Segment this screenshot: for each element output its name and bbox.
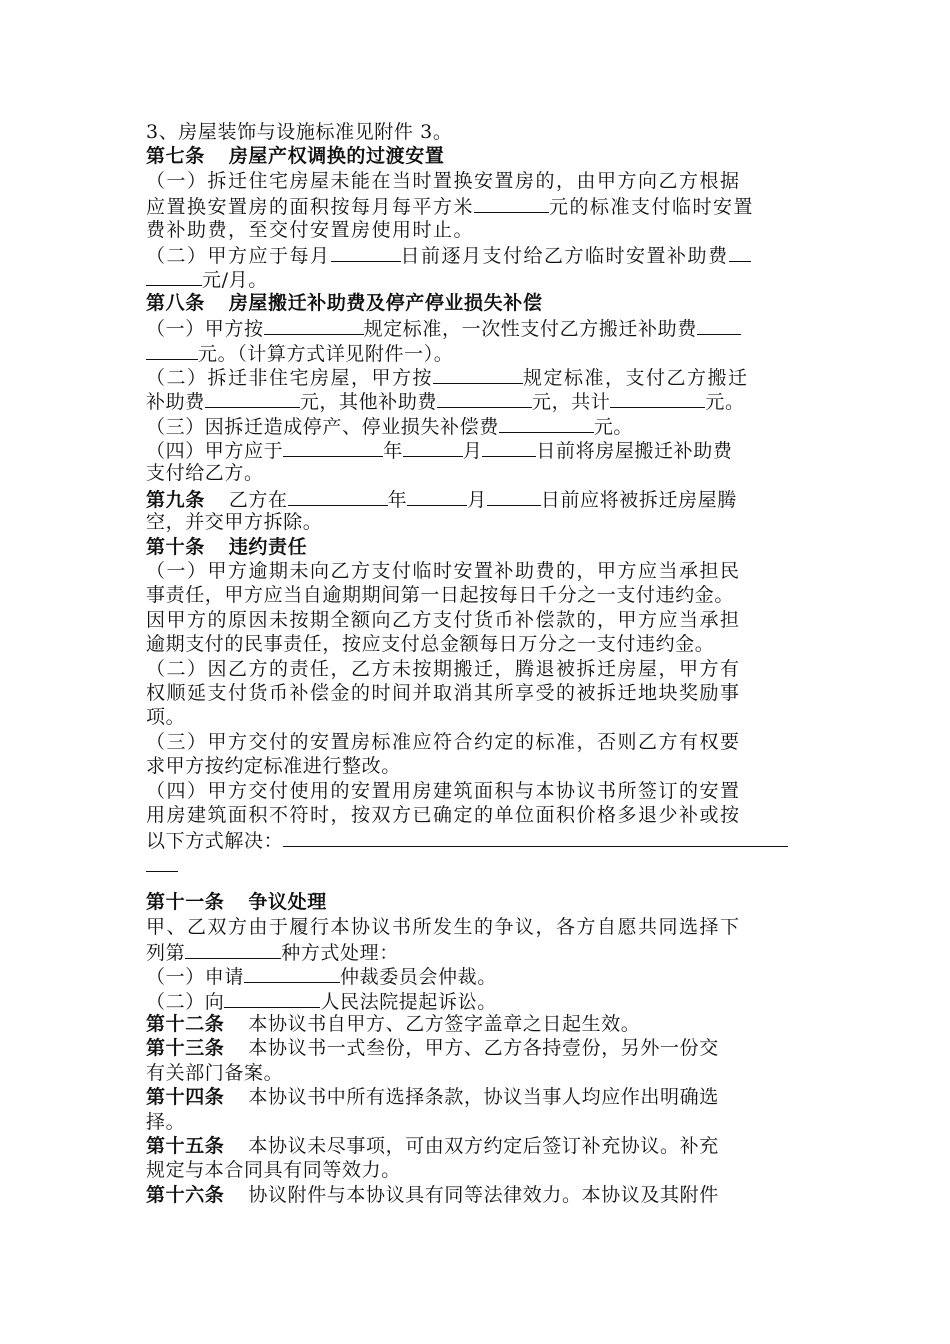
article-10-line	[146, 827, 810, 851]
article-11-line	[146, 963, 810, 987]
blank-field	[146, 852, 178, 872]
text: 本协议书自甲方、乙方签字盖章之日起生效。	[248, 1013, 641, 1036]
text: 日前逐月支付给乙方临时安置补助费	[400, 244, 729, 267]
document-page	[146, 120, 810, 1207]
article-8-title: 房屋搬迁补助费及停产停业损失补偿	[228, 291, 543, 314]
blank-field	[482, 437, 536, 457]
article-10-line: 权顺延支付货币补偿金的时间并取消其所享受的被拆迁地块奖励事	[146, 681, 741, 704]
blank-field	[697, 315, 741, 335]
article-7-p1-line2	[146, 193, 810, 217]
article-16-line1	[146, 1183, 810, 1207]
text: 元/月。	[202, 269, 268, 292]
blank-field	[610, 388, 705, 408]
spacer	[146, 876, 810, 890]
blank-field	[433, 364, 523, 384]
text: 日前应将被拆迁房屋腾	[540, 488, 737, 511]
text: 元，共计	[532, 391, 611, 414]
article-7-p2-line2	[146, 266, 810, 290]
article-14-number: 第十四条	[146, 1086, 225, 1109]
article-8-p4-line2: 支付给乙方。	[146, 462, 264, 485]
article-10-line: （三）甲方交付的安置房标准应符合约定的标准，否则乙方有权要	[146, 730, 741, 753]
blank-field	[437, 388, 532, 408]
text: 本协议书中所有选择条款，协议当事人均应作出明确选	[248, 1086, 719, 1109]
article-12-number: 第十二条	[146, 1013, 225, 1036]
blank-field	[283, 827, 788, 847]
text: 元的标准支付临时安置	[549, 196, 755, 219]
article-8-p1-line1	[146, 315, 810, 339]
article-7-p1-line3: 费补助费，至交付安置房使用时止。	[146, 218, 475, 241]
text: 年	[383, 440, 403, 463]
text: 补助费	[146, 391, 205, 414]
blank-field	[224, 988, 320, 1008]
article-8-p2-line1	[146, 364, 810, 388]
article-10-line: 逾期支付的民事责任，按应支付总金额每日万分之一支付违约金。	[146, 633, 715, 656]
text: 应置换安置房的面积按每月每平方米	[146, 196, 475, 219]
article-10-line: （一）甲方逾期未向乙方支付临时安置补助费的，甲方应当承担民	[146, 560, 741, 583]
text: 规定标准，支付乙方搬迁	[523, 366, 749, 389]
text: 协议附件与本协议具有同等法律效力。本协议及其附件	[248, 1183, 719, 1206]
blank-field	[205, 388, 300, 408]
text: 人民法院提起诉讼。	[320, 990, 497, 1013]
article-16-number: 第十六条	[146, 1183, 225, 1206]
text: 元，其他补助费	[299, 391, 438, 414]
article-10-heading	[146, 535, 810, 559]
article-11-line	[146, 939, 810, 963]
text: （二）向	[146, 990, 225, 1013]
article-7-title: 房屋产权调换的过渡安置	[228, 145, 445, 168]
article-12	[146, 1012, 810, 1036]
article-10-line: （二）因乙方的责任，乙方未按期搬迁，腾退被拆迁房屋，甲方有	[146, 657, 741, 680]
blank-field	[499, 413, 594, 433]
text: 元。	[593, 415, 634, 438]
article-13-number: 第十三条	[146, 1037, 225, 1060]
article-15-number: 第十五条	[146, 1135, 225, 1158]
article-7-number: 第七条	[146, 145, 205, 168]
text: 日前将房屋搬迁补助费	[536, 440, 733, 463]
text: 月	[467, 488, 487, 511]
article-10-line: 事责任，甲方应当自逾期期间第一日起按每日千分之一支付违约金。	[146, 584, 735, 607]
text: 年	[387, 488, 408, 511]
blank-field	[407, 486, 467, 506]
blank-field	[283, 437, 383, 457]
text: 规定标准，一次性支付乙方搬迁补助费	[363, 318, 697, 341]
article-7-heading	[146, 144, 810, 168]
text: 月	[462, 440, 483, 463]
article-11-title: 争议处理	[248, 891, 327, 914]
blank-field	[244, 963, 340, 983]
article-14-line1	[146, 1085, 810, 1109]
article-10-title: 违约责任	[228, 535, 308, 558]
article-15-line1	[146, 1134, 810, 1158]
article-10-blank-continuation	[146, 852, 810, 876]
blank-field	[487, 486, 541, 506]
blank-field	[264, 315, 364, 335]
text: （三）因拆迁造成停产、停业损失补偿费	[146, 415, 499, 438]
blank-field	[146, 340, 198, 360]
text: 本协议未尽事项，可由双方约定后签订补充协议。补充	[248, 1135, 719, 1158]
text: 列第	[146, 941, 186, 964]
article-11-line: 甲、乙双方由于履行本协议书所发生的争议，各方自愿共同选择下	[146, 915, 741, 938]
article-15-line2: 规定与本合同具有同等效力。	[146, 1159, 401, 1182]
article-9-number: 第九条	[146, 488, 205, 511]
item-3: 3、房屋装饰与设施标准见附件 3。	[146, 121, 453, 143]
blank-field	[403, 437, 463, 457]
blank-field	[729, 242, 751, 262]
article-8-p4-line1	[146, 437, 810, 461]
article-13-line2: 有关部门备案。	[146, 1061, 284, 1084]
text: 种方式处理：	[281, 941, 399, 964]
text: 元。（计算方式详见附件一）。	[198, 342, 454, 365]
text: （一）申请	[146, 966, 245, 989]
blank-field	[331, 242, 401, 262]
text: 本协议书一式叁份，甲方、乙方各持壹份，另外一份交	[248, 1037, 719, 1060]
article-8-p1-line2	[146, 340, 810, 364]
article-8-number: 第八条	[146, 291, 205, 314]
blank-field	[146, 266, 202, 286]
text: 仲裁委员会仲裁。	[340, 966, 497, 989]
text: （四）甲方应于	[146, 440, 284, 463]
article-10-line: 求甲方按约定标准进行整改。	[146, 755, 401, 778]
text: （二）拆迁非住宅房屋，甲方按	[146, 366, 434, 389]
article-8-p2-line2	[146, 388, 810, 412]
article-10-line: 用房建筑面积不符时，按双方已确定的单位面积价格多退少补或按	[146, 803, 741, 826]
text: （二）甲方应于每月	[146, 244, 331, 267]
blank-field	[288, 486, 388, 506]
article-13-line1	[146, 1036, 810, 1060]
article-8-heading	[146, 291, 810, 315]
article-9-line2: 空，并交甲方拆除。	[146, 511, 323, 534]
article-7-p1-line1: （一）拆迁住宅房屋未能在当时置换安置房的，由甲方向乙方根据	[146, 169, 741, 192]
text: 乙方在	[228, 488, 288, 511]
article-10-line: （四）甲方交付使用的安置用房建筑面积与本协议书所签订的安置	[146, 779, 741, 802]
text: 以下方式解决：	[146, 830, 284, 853]
article-8-p3	[146, 413, 810, 437]
article-14-line2: 择。	[146, 1110, 186, 1133]
article-9-line1	[146, 486, 810, 510]
article-10-line: 因甲方的原因未按期全额向乙方支付货币补偿款的，甲方应当承担	[146, 608, 741, 631]
article-11-heading	[146, 890, 810, 914]
text: （一）甲方按	[146, 318, 264, 341]
article-11-line	[146, 988, 810, 1012]
article-10-line: 项。	[146, 706, 186, 729]
article-10-number: 第十条	[146, 535, 205, 558]
blank-field	[474, 193, 549, 213]
article-11-number: 第十一条	[146, 891, 225, 914]
article-7-p2-line1	[146, 242, 810, 266]
blank-field	[185, 939, 281, 959]
text: 元。	[705, 391, 745, 414]
